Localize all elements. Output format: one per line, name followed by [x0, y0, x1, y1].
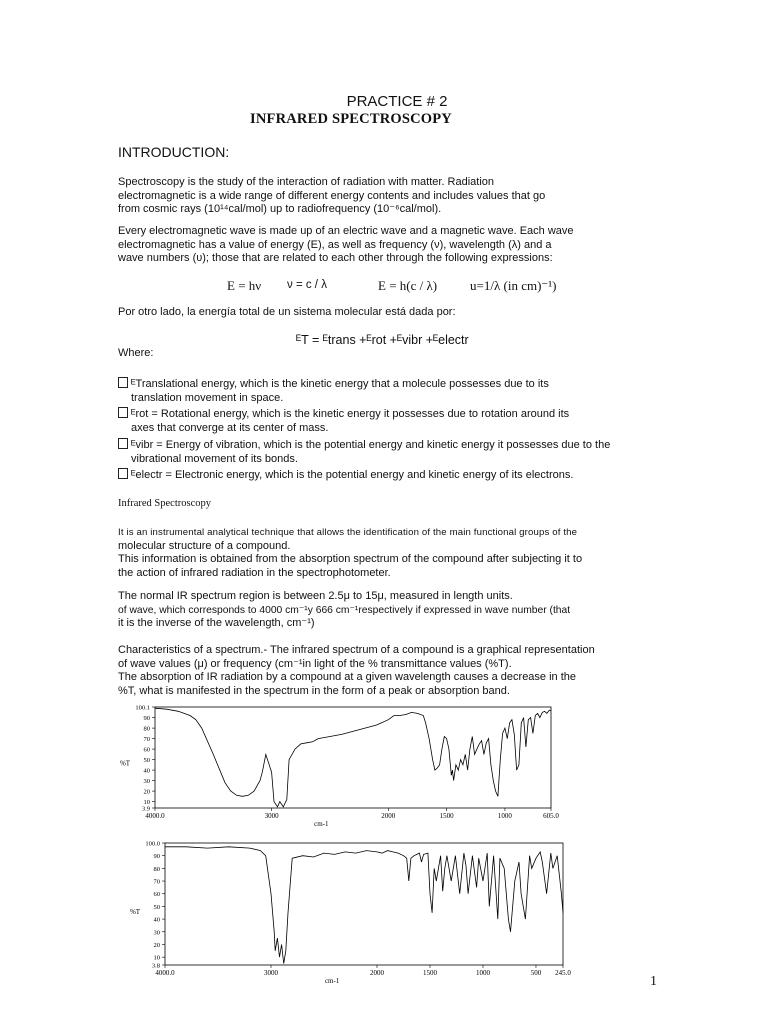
x-tick-label: 3000 [264, 812, 279, 820]
equation-energy: E = hν [227, 278, 262, 293]
x-tick-label: 3000 [263, 969, 278, 977]
y-tick-label: 40 [143, 767, 150, 775]
x-tick-label: 605.0 [543, 812, 559, 820]
equation-frequency: ν = c / λ [287, 279, 327, 291]
bullet-text: ᴱrot = Rotational energy, which is the kinetic energy it possesses due to rotation around its [131, 408, 570, 420]
y-tick-label: 30 [143, 778, 150, 786]
y-tick-label: 30 [153, 929, 160, 937]
total-energy-equation: ᴱT = ᴱtrans +ᴱrot +ᴱvibr +ᴱelectr [296, 333, 469, 347]
y-tick-label: 20 [153, 941, 160, 949]
y-tick-label: 10 [153, 954, 160, 962]
x-tick-label: 1000 [475, 969, 490, 977]
document-title: INFRARED SPECTROSCOPY [250, 111, 452, 127]
y-tick-label: 90 [153, 853, 160, 861]
text-line: electromagnetic is a wide range of different energy contents and includes values that go [118, 189, 546, 202]
y-tick-label: 3.8 [151, 962, 160, 970]
ir-spectrum-chart-2 [125, 838, 585, 988]
text-line: This information is obtained from the absorption spectrum of the compound after subjecting it to [118, 553, 583, 566]
text-line: it is the inverse of the wavelength, cm⁻¹) [118, 617, 315, 630]
text-line: Characteristics of a spectrum.- The infrared spectrum of a compound is a graphical representation [118, 644, 595, 656]
text-line: Spectroscopy is the study of the interaction of radiation with matter. Radiation [118, 176, 495, 188]
bullet-text: ᴱTranslational energy, which is the kinetic energy that a molecule possesses due to its [131, 378, 549, 390]
y-tick-label: 60 [143, 746, 150, 754]
x-tick-label: 245.0 [555, 969, 571, 977]
x-tick-label: 1500 [422, 969, 437, 977]
introduction-heading: INTRODUCTION: [118, 144, 230, 160]
x-tick-label: 4000.0 [155, 969, 175, 977]
ir-paragraph-3 [118, 644, 638, 699]
intro-paragraph-3: Por otro lado, la energía total de un sistema molecular está dada por: [118, 306, 456, 318]
plot-frame [165, 843, 563, 965]
bullet-text-continued: axes that converge at its center of mass. [131, 421, 329, 434]
text-line: electromagnetic has a value of energy (E), as well as frequency (ν), wavelength (λ) and a [118, 238, 552, 251]
y-tick-label: 80 [153, 865, 160, 873]
y-axis-label: %T [119, 759, 131, 768]
bullet-box-icon [118, 468, 128, 479]
text-line: of wave values (μ) or frequency (cm⁻¹in light of the % transmittance values (%T). [118, 657, 512, 670]
intro-paragraph-2 [118, 225, 638, 266]
text-line: It is an instrumental analytical technique that allows the identification of the main functional groups of the [118, 527, 578, 538]
y-tick-label: 50 [153, 903, 160, 911]
y-tick-label: 70 [143, 736, 150, 744]
bullet-text-continued: translation movement in space. [131, 391, 284, 404]
x-tick-label: 1500 [439, 812, 454, 820]
y-tick-label: 40 [153, 916, 160, 924]
bullet-text: ᴱelectr = Electronic energy, which is the potential energy and kinetic energy of its electrons. [131, 469, 574, 481]
y-tick-label: 50 [143, 757, 150, 765]
ir-section-heading: Infrared Spectroscopy [118, 498, 212, 509]
text-line: molecular structure of a compound. [118, 539, 291, 552]
x-tick-label: 2000 [381, 812, 396, 820]
text-line: Every electromagnetic wave is made up of an electric wave and a magnetic wave. Each wave [118, 225, 574, 237]
practice-number: PRACTICE # 2 [346, 93, 448, 110]
x-tick-label: 500 [530, 969, 542, 977]
y-tick-label: 60 [153, 891, 160, 899]
text-line: the action of infrared radiation in the spectrophotometer. [118, 567, 391, 580]
page-number: 1 [650, 974, 657, 989]
y-tick-label: 3.9 [141, 805, 150, 813]
bullet-text: ᴱvibr = Energy of vibration, which is the potential energy and kinetic energy it possesses due to the [131, 439, 611, 451]
text-line: from cosmic rays (10¹⁴cal/mol) up to radiofrequency (10⁻⁶cal/mol). [118, 203, 442, 216]
where-label: Where: [118, 347, 154, 359]
ir-paragraph-1 [118, 526, 648, 581]
y-tick-label: 90 [143, 715, 150, 723]
ir-spectrum-chart-1 [110, 700, 570, 830]
bullet-box-icon [118, 377, 128, 388]
bullet-box-icon [118, 407, 128, 418]
equation-wavenumber: u=1/λ (in cm)⁻¹) [470, 278, 557, 293]
text-line: The absorption of IR radiation by a compound at a given wavelength causes a decrease in the [118, 671, 577, 684]
spectrum-line [155, 708, 551, 807]
bullet-text-continued: vibrational movement of its bonds. [131, 452, 298, 465]
x-tick-label: 1000 [497, 812, 512, 820]
y-tick-label: 70 [153, 878, 160, 886]
bullet-translational [118, 377, 658, 405]
spectrum-line [165, 847, 563, 964]
text-line: %T, what is manifested in the spectrum in the form of a peak or absorption band. [118, 685, 510, 698]
intro-paragraph-1 [118, 176, 638, 217]
y-axis-label: %T [129, 907, 141, 916]
text-line: of wave, which corresponds to 4000 cm⁻¹y 666 cm⁻¹respectively if expressed in wave number (that [118, 604, 571, 616]
bullet-rotational [118, 407, 658, 435]
y-tick-label: 80 [143, 725, 150, 733]
y-tick-label: 100.0 [145, 840, 160, 848]
ir-paragraph-2 [118, 590, 638, 631]
y-tick-label: 10 [143, 799, 150, 807]
x-axis-label: cm-1 [324, 977, 340, 985]
y-tick-label: 20 [143, 788, 150, 796]
equation-energy-wavelength: E = h(c / λ) [378, 278, 438, 293]
bullet-box-icon [118, 438, 128, 449]
bullet-electronic [118, 468, 658, 483]
x-axis-label: cm-1 [314, 820, 329, 828]
bullet-vibrational [118, 438, 658, 466]
x-tick-label: 2000 [369, 969, 384, 977]
text-line: wave numbers (υ); those that are related to each other through the following expressions: [118, 252, 553, 265]
y-tick-label: 100.1 [135, 704, 150, 712]
text-line: The normal IR spectrum region is between 2.5μ to 15μ, measured in length units. [118, 590, 513, 602]
x-tick-label: 4000.0 [145, 812, 165, 820]
